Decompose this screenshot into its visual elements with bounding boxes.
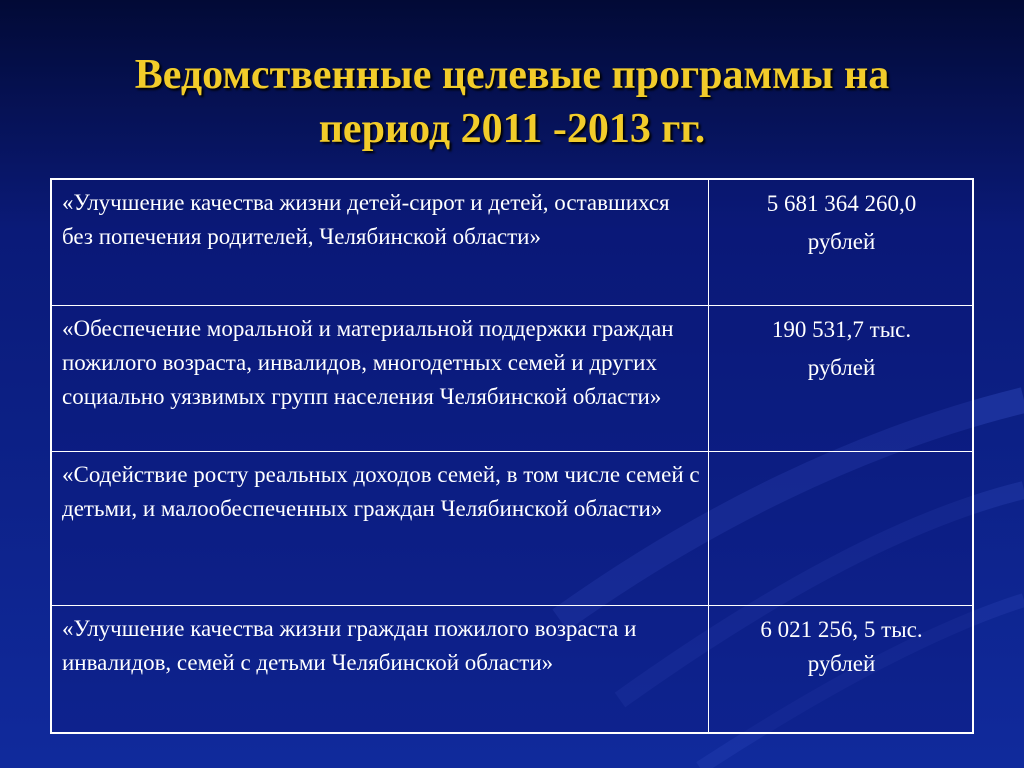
table-row (51, 179, 973, 305)
program-amount-cell (709, 305, 974, 451)
amount-value: 6 021 256, 5 тыс. (760, 616, 923, 642)
title-line-2: период 2011 -2013 гг. (318, 106, 706, 152)
programs-table (50, 178, 974, 734)
table-row (51, 305, 973, 451)
table-row (51, 451, 973, 605)
program-name-cell: «Содействие росту реальных доходов семей, в том числе семей с детьми, и малообеспеченных граждан Челябинской области» (51, 451, 709, 605)
amount-value: 190 531,7 тыс. (771, 316, 912, 342)
amount-unit: рублей (807, 229, 876, 254)
slide-title (60, 48, 964, 156)
amount-unit: рублей (807, 354, 876, 380)
title-line-1: Ведомственные целевые программы на (134, 52, 890, 98)
program-name-cell: «Обеспечение моральной и материальной поддержки граждан пожилого возраста, инвалидов, многодетных семей и других социально уязвимых групп населения Челябинской области» (51, 305, 709, 451)
program-amount-cell (709, 605, 974, 733)
program-amount-cell (709, 451, 974, 605)
amount-value: 5 681 364 260,0 (766, 191, 917, 216)
amount-unit: рублей (807, 650, 876, 676)
table-row (51, 605, 973, 733)
program-name-cell: «Улучшение качества жизни граждан пожилого возраста и инвалидов, семей с детьми Челябинской области» (51, 605, 709, 733)
program-name-cell: «Улучшение качества жизни детей-сирот и детей, оставшихся без попечения родителей, Челябинской области» (51, 179, 709, 305)
program-amount-cell (709, 179, 974, 305)
